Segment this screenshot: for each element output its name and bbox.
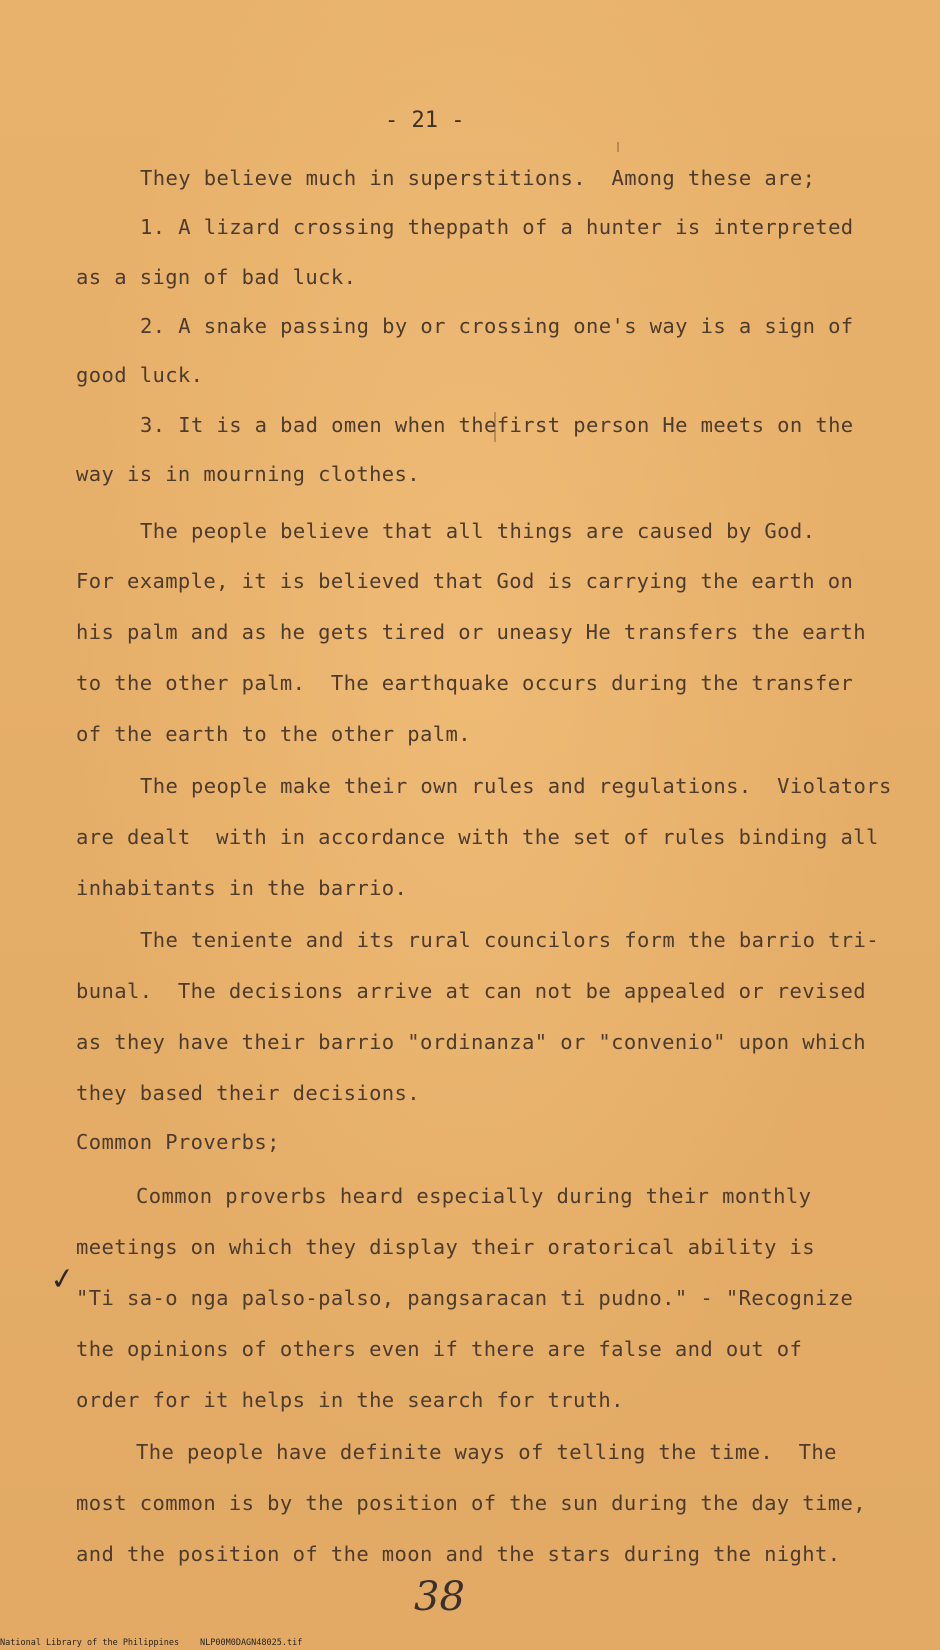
text-line: and the position of the moon and the stars during the night. <box>76 1542 841 1566</box>
text-line: The teniente and its rural councilors form the barrio tri- <box>140 928 880 952</box>
text-line: 1. A lizard crossing theppath of a hunter is interpreted <box>140 215 854 239</box>
pen-stroke <box>494 412 496 442</box>
footer-library: National Library of the Philippines <box>0 1638 180 1648</box>
text-line: The people have definite ways of telling the time. The <box>136 1440 837 1464</box>
page-number: - 21 - <box>385 108 465 133</box>
text-line: bunal. The decisions arrive at can not be appealed or revised <box>76 979 867 1003</box>
section-heading: Common Proverbs; <box>76 1130 280 1154</box>
text-line: For example, it is believed that God is carrying the earth on <box>76 569 854 593</box>
handwritten-check-mark: ✓ <box>47 1260 78 1299</box>
text-line: good luck. <box>76 363 204 387</box>
text-line: way is in mourning clothes. <box>76 462 421 486</box>
text-line: as a sign of bad luck. <box>76 265 357 289</box>
text-line: meetings on which they display their oratorical ability is <box>76 1235 816 1259</box>
text-line: The people believe that all things are caused by God. <box>140 519 816 543</box>
text-line: 3. It is a bad omen when thefirst person He meets on the <box>140 413 854 437</box>
text-line: they based their decisions. <box>76 1081 421 1105</box>
footer-file-id: NLP00M0DAGN48025.tif <box>200 1638 303 1648</box>
text-line: inhabitants in the barrio. <box>76 876 408 900</box>
text-line: 2. A snake passing by or crossing one's way is a sign of <box>140 314 854 338</box>
handwritten-page-number: 38 <box>414 1574 465 1620</box>
text-line: Common proverbs heard especially during their monthly <box>136 1184 812 1208</box>
text-line: his palm and as he gets tired or uneasy He transfers the earth <box>76 620 867 644</box>
text-line: They believe much in superstitions. Among these are; <box>140 166 816 190</box>
pen-stroke <box>617 142 619 152</box>
text-line: are dealt with in accordance with the set of rules binding all <box>76 825 879 849</box>
text-line: "Ti sa-o nga palso-palso, pangsaracan ti pudno." - "Recognize <box>76 1286 854 1310</box>
text-line: The people make their own rules and regulations. Violators <box>140 774 892 798</box>
text-line: the opinions of others even if there are false and out of <box>76 1337 803 1361</box>
text-line: of the earth to the other palm. <box>76 722 472 746</box>
text-line: most common is by the position of the sun during the day time, <box>76 1491 867 1515</box>
text-line: order for it helps in the search for truth. <box>76 1388 624 1412</box>
text-line: as they have their barrio "ordinanza" or "convenio" upon which <box>76 1030 867 1054</box>
text-line: to the other palm. The earthquake occurs during the transfer <box>76 671 854 695</box>
